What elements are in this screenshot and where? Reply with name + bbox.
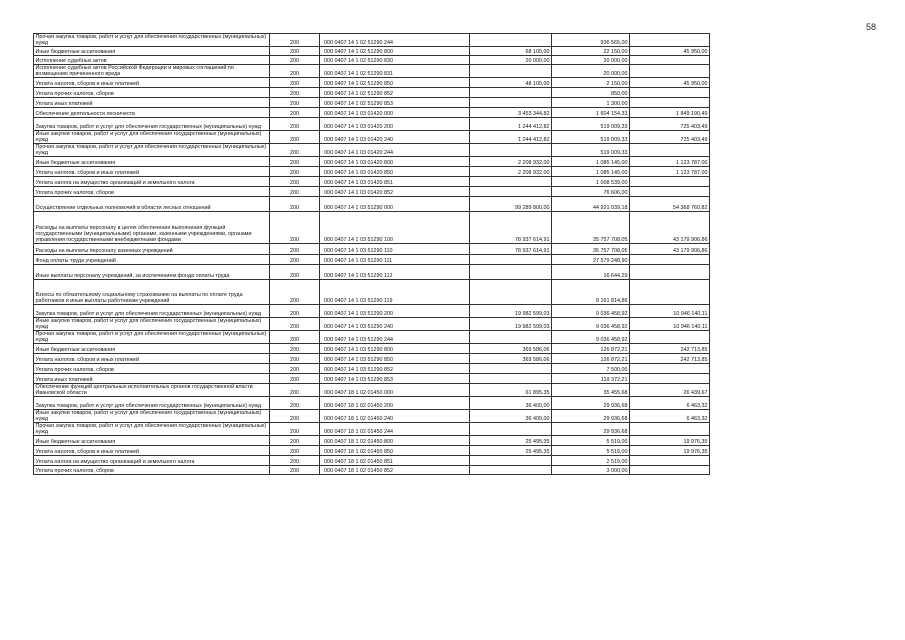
table-row	[34, 197, 710, 212]
row-unexecuted-cell: 6 463,32	[630, 410, 710, 423]
row-code-cell: 200	[270, 436, 320, 446]
row-approved-cell: 36 400,00	[470, 397, 552, 410]
row-name-cell: Прочая закупка товаров, работ и услуг для обеспечения государственных (муниципальных) нужд	[34, 34, 270, 47]
row-classification-code-cell: 000 0407 14 1 03 51290 000	[320, 197, 470, 212]
table-row	[34, 65, 710, 78]
row-approved-cell	[470, 374, 552, 384]
row-name-cell: Уплата налогов, сборов и иных платежей	[34, 354, 270, 364]
row-approved-cell	[470, 466, 552, 475]
row-classification-code-cell: 000 0407 18 1 02 01450 851	[320, 456, 470, 466]
row-classification-code-cell: 000 0407 14 1 02 51290 850	[320, 78, 470, 88]
row-executed-cell: 1 300,00	[552, 98, 630, 108]
row-unexecuted-cell	[630, 364, 710, 374]
row-unexecuted-cell	[630, 34, 710, 47]
row-name-cell: Иные закупки товаров, работ и услуг для обеспечения государственных (муниципальных) нужд	[34, 131, 270, 144]
row-unexecuted-cell: 45 950,00	[630, 47, 710, 56]
row-unexecuted-cell: 43 179 906,86	[630, 212, 710, 244]
row-unexecuted-cell: 1 123 787,00	[630, 167, 710, 177]
table-row	[34, 344, 710, 354]
row-name-cell: Уплата налогов, сборов и иных платежей	[34, 78, 270, 88]
row-executed-cell: 1 085 145,00	[552, 157, 630, 167]
row-approved-cell	[470, 364, 552, 374]
row-name-cell: Иные закупки товаров, работ и услуг для обеспечения государственных (муниципальных) нужд	[34, 318, 270, 331]
row-unexecuted-cell	[630, 265, 710, 280]
budget-table-body	[34, 34, 710, 475]
row-approved-cell: 36 400,00	[470, 410, 552, 423]
row-name-cell: Иные бюджетные ассигнования	[34, 47, 270, 56]
row-executed-cell: 3 000,00	[552, 466, 630, 475]
row-code-cell: 200	[270, 157, 320, 167]
table-row	[34, 157, 710, 167]
row-approved-cell: 1 244 412,82	[470, 118, 552, 131]
row-code-cell: 200	[270, 305, 320, 318]
table-row	[34, 354, 710, 364]
row-approved-cell: 369 586,06	[470, 344, 552, 354]
row-name-cell: Обеспечение функций центральных исполнительных органов государственной власти Ивановской области	[34, 384, 270, 397]
row-classification-code-cell: 000 0407 14 1 03 01420 852	[320, 187, 470, 197]
row-classification-code-cell: 000 0407 14 1 03 01420 000	[320, 108, 470, 118]
row-approved-cell	[470, 331, 552, 344]
row-code-cell: 200	[270, 34, 320, 47]
row-classification-code-cell: 000 0407 14 1 03 51290 200	[320, 305, 470, 318]
row-executed-cell: 29 936,68	[552, 410, 630, 423]
row-name-cell: Прочая закупка товаров, работ и услуг для обеспечения государственных (муниципальных) нужд	[34, 423, 270, 436]
row-name-cell: Исполнение судебных актов Российской Федерации и мировых соглашений по возмещению причиненного вреда	[34, 65, 270, 78]
row-executed-cell: 519 009,33	[552, 131, 630, 144]
table-row	[34, 88, 710, 98]
row-code-cell: 200	[270, 212, 320, 244]
row-name-cell: Уплата прочих налогов, сборов	[34, 364, 270, 374]
row-unexecuted-cell: 19 976,35	[630, 436, 710, 446]
row-approved-cell: 3 453 344,82	[470, 108, 552, 118]
row-classification-code-cell: 000 0407 14 1 03 51290 850	[320, 354, 470, 364]
row-unexecuted-cell: 54 368 760,82	[630, 197, 710, 212]
row-unexecuted-cell	[630, 144, 710, 157]
row-code-cell: 200	[270, 56, 320, 65]
row-executed-cell: 20 000,00	[552, 56, 630, 65]
table-row	[34, 244, 710, 255]
row-approved-cell	[470, 144, 552, 157]
row-name-cell: Иные бюджетные ассигнования	[34, 344, 270, 354]
row-executed-cell: 8 161 814,86	[552, 280, 630, 305]
row-approved-cell: 2 208 932,00	[470, 157, 552, 167]
table-row	[34, 167, 710, 177]
row-unexecuted-cell	[630, 331, 710, 344]
row-classification-code-cell: 000 0407 18 1 02 01450 850	[320, 446, 470, 456]
row-approved-cell: 369 586,06	[470, 354, 552, 364]
row-executed-cell: 2 150,00	[552, 78, 630, 88]
row-executed-cell: 936 565,00	[552, 34, 630, 47]
row-executed-cell: 1 604 154,33	[552, 108, 630, 118]
row-code-cell: 200	[270, 446, 320, 456]
row-approved-cell	[470, 34, 552, 47]
row-unexecuted-cell: 26 439,67	[630, 384, 710, 397]
row-classification-code-cell: 000 0407 14 1 02 51290 831	[320, 65, 470, 78]
row-code-cell: 200	[270, 344, 320, 354]
table-row	[34, 364, 710, 374]
row-classification-code-cell: 000 0407 14 1 03 01420 850	[320, 167, 470, 177]
row-executed-cell: 126 872,21	[552, 344, 630, 354]
table-row	[34, 187, 710, 197]
row-unexecuted-cell	[630, 456, 710, 466]
row-unexecuted-cell: 6 463,32	[630, 397, 710, 410]
row-code-cell: 200	[270, 280, 320, 305]
row-classification-code-cell: 000 0407 14 1 03 51290 119	[320, 280, 470, 305]
row-code-cell: 200	[270, 65, 320, 78]
row-code-cell: 200	[270, 108, 320, 118]
row-executed-cell: 35 757 708,05	[552, 212, 630, 244]
row-name-cell: Уплата налога на имущество организаций и земельного налога	[34, 177, 270, 187]
row-classification-code-cell: 000 0407 14 1 02 51290 800	[320, 47, 470, 56]
row-classification-code-cell: 000 0407 14 1 03 51290 112	[320, 265, 470, 280]
row-classification-code-cell: 000 0407 18 1 02 01450 852	[320, 466, 470, 475]
row-classification-code-cell: 000 0407 14 1 03 51290 244	[320, 331, 470, 344]
row-approved-cell: 78 937 614,91	[470, 212, 552, 244]
row-unexecuted-cell: 45 950,00	[630, 78, 710, 88]
row-unexecuted-cell	[630, 423, 710, 436]
table-row	[34, 280, 710, 305]
row-code-cell: 200	[270, 397, 320, 410]
row-code-cell: 200	[270, 410, 320, 423]
table-row	[34, 255, 710, 265]
row-executed-cell: 1 008 539,00	[552, 177, 630, 187]
row-classification-code-cell: 000 0407 14 1 02 51290 853	[320, 98, 470, 108]
row-unexecuted-cell: 725 403,49	[630, 131, 710, 144]
row-executed-cell: 27 579 248,90	[552, 255, 630, 265]
row-approved-cell: 78 937 614,91	[470, 244, 552, 255]
row-name-cell: Иные закупки товаров, работ и услуг для обеспечения государственных (муниципальных) нужд	[34, 410, 270, 423]
row-code-cell: 200	[270, 318, 320, 331]
table-row	[34, 56, 710, 65]
row-classification-code-cell: 000 0407 18 1 02 01450 240	[320, 410, 470, 423]
row-unexecuted-cell	[630, 255, 710, 265]
row-unexecuted-cell	[630, 466, 710, 475]
row-unexecuted-cell: 1 849 190,49	[630, 108, 710, 118]
row-name-cell: Уплата налога на имущество организаций и земельного налога	[34, 456, 270, 466]
row-name-cell: Иные выплаты персоналу учреждений, за исключением фонда оплаты труда	[34, 265, 270, 280]
row-code-cell: 200	[270, 466, 320, 475]
table-row	[34, 108, 710, 118]
row-approved-cell: 48 100,00	[470, 78, 552, 88]
row-name-cell: Закупка товаров, работ и услуг для обеспечения государственных (муниципальных) нужд	[34, 118, 270, 131]
row-approved-cell	[470, 98, 552, 108]
row-code-cell: 200	[270, 167, 320, 177]
row-name-cell: Прочая закупка товаров, работ и услуг для обеспечения государственных (муниципальных) нужд	[34, 144, 270, 157]
table-row	[34, 318, 710, 331]
row-approved-cell: 19 982 599,03	[470, 305, 552, 318]
row-code-cell: 200	[270, 456, 320, 466]
row-unexecuted-cell	[630, 56, 710, 65]
row-unexecuted-cell: 10 946 140,11	[630, 318, 710, 331]
table-row	[34, 47, 710, 56]
row-executed-cell: 9 036 458,92	[552, 305, 630, 318]
row-name-cell: Расходы на выплаты персоналу в целях обеспечения выполнения функций государственными (муниципальными) органами, казенными учреждениями, органами управления государственными внебюджетными фондами	[34, 212, 270, 244]
row-unexecuted-cell	[630, 98, 710, 108]
row-approved-cell: 25 495,35	[470, 446, 552, 456]
row-classification-code-cell: 000 0407 14 1 03 51290 240	[320, 318, 470, 331]
row-name-cell: Расходы на выплаты персоналу казенных учреждений	[34, 244, 270, 255]
table-row	[34, 384, 710, 397]
row-name-cell: Осуществление отдельных полномочий в области лесных отношений	[34, 197, 270, 212]
row-name-cell: Закупка товаров, работ и услуг для обеспечения государственных (муниципальных) нужд	[34, 305, 270, 318]
row-approved-cell	[470, 187, 552, 197]
row-unexecuted-cell	[630, 187, 710, 197]
row-approved-cell	[470, 456, 552, 466]
row-code-cell: 200	[270, 423, 320, 436]
row-unexecuted-cell: 242 713,85	[630, 354, 710, 364]
table-row	[34, 436, 710, 446]
table-row	[34, 144, 710, 157]
row-name-cell: Прочая закупка товаров, работ и услуг для обеспечения государственных (муниципальных) нужд	[34, 331, 270, 344]
row-approved-cell	[470, 177, 552, 187]
row-executed-cell: 1 085 145,00	[552, 167, 630, 177]
row-code-cell: 200	[270, 331, 320, 344]
row-approved-cell: 61 895,35	[470, 384, 552, 397]
row-executed-cell: 126 872,21	[552, 354, 630, 364]
row-code-cell: 200	[270, 98, 320, 108]
row-code-cell: 200	[270, 197, 320, 212]
row-executed-cell: 2 519,00	[552, 456, 630, 466]
row-executed-cell: 9 036 458,92	[552, 318, 630, 331]
page-number: 58	[866, 22, 877, 32]
row-code-cell: 200	[270, 144, 320, 157]
table-row	[34, 305, 710, 318]
row-classification-code-cell: 000 0407 18 1 02 01450 800	[320, 436, 470, 446]
row-executed-cell: 850,00	[552, 88, 630, 98]
row-approved-cell: 19 982 599,03	[470, 318, 552, 331]
row-classification-code-cell: 000 0407 18 1 02 01450 200	[320, 397, 470, 410]
row-executed-cell: 119 372,21	[552, 374, 630, 384]
row-name-cell: Взносы по обязательному социальному страхованию на выплаты по оплате труда работников и иные выплаты работникам учреждений	[34, 280, 270, 305]
row-approved-cell: 20 000,00	[470, 56, 552, 65]
row-classification-code-cell: 000 0407 14 1 03 01420 244	[320, 144, 470, 157]
row-code-cell: 200	[270, 177, 320, 187]
row-code-cell: 200	[270, 187, 320, 197]
row-approved-cell	[470, 65, 552, 78]
row-unexecuted-cell: 242 713,85	[630, 344, 710, 354]
table-row	[34, 397, 710, 410]
row-executed-cell: 20 000,00	[552, 65, 630, 78]
row-name-cell: Закупка товаров, работ и услуг для обеспечения государственных (муниципальных) нужд	[34, 397, 270, 410]
row-approved-cell	[470, 265, 552, 280]
row-approved-cell: 99 289 800,00	[470, 197, 552, 212]
row-name-cell: Уплата прочих налогов, сборов	[34, 187, 270, 197]
row-classification-code-cell: 000 0407 14 1 03 51290 111	[320, 255, 470, 265]
table-row	[34, 78, 710, 88]
row-name-cell: Уплата иных платежей	[34, 374, 270, 384]
row-classification-code-cell: 000 0407 14 1 03 51290 853	[320, 374, 470, 384]
row-unexecuted-cell	[630, 65, 710, 78]
row-approved-cell: 1 244 412,82	[470, 131, 552, 144]
row-code-cell: 200	[270, 374, 320, 384]
row-classification-code-cell: 000 0407 14 1 03 51290 100	[320, 212, 470, 244]
row-unexecuted-cell	[630, 374, 710, 384]
row-classification-code-cell: 000 0407 14 1 02 51290 852	[320, 88, 470, 98]
row-classification-code-cell: 000 0407 14 1 03 01420 240	[320, 131, 470, 144]
table-row	[34, 374, 710, 384]
row-unexecuted-cell: 43 179 906,86	[630, 244, 710, 255]
table-row	[34, 118, 710, 131]
row-name-cell: Исполнение судебных актов	[34, 56, 270, 65]
row-name-cell: Иные бюджетные ассигнования	[34, 157, 270, 167]
row-executed-cell: 44 921 039,18	[552, 197, 630, 212]
row-executed-cell: 35 757 708,05	[552, 244, 630, 255]
table-row	[34, 265, 710, 280]
table-row	[34, 212, 710, 244]
table-row	[34, 423, 710, 436]
row-code-cell: 200	[270, 364, 320, 374]
row-approved-cell: 68 100,00	[470, 47, 552, 56]
row-unexecuted-cell: 725 403,49	[630, 118, 710, 131]
row-unexecuted-cell	[630, 177, 710, 187]
budget-table	[33, 33, 710, 475]
row-unexecuted-cell: 1 123 787,00	[630, 157, 710, 167]
row-name-cell: Уплата прочих налогов, сборов	[34, 466, 270, 475]
row-unexecuted-cell: 10 946 140,11	[630, 305, 710, 318]
row-name-cell: Уплата налогов, сборов и иных платежей	[34, 446, 270, 456]
row-executed-cell: 35 455,68	[552, 384, 630, 397]
row-classification-code-cell: 000 0407 14 1 03 51290 852	[320, 364, 470, 374]
row-unexecuted-cell: 19 976,35	[630, 446, 710, 456]
row-name-cell: Обеспечение деятельности лесничеств	[34, 108, 270, 118]
row-code-cell: 200	[270, 244, 320, 255]
row-executed-cell: 22 150,00	[552, 47, 630, 56]
row-approved-cell	[470, 255, 552, 265]
row-executed-cell: 76 606,00	[552, 187, 630, 197]
table-row	[34, 331, 710, 344]
row-name-cell: Фонд оплаты труда учреждений	[34, 255, 270, 265]
row-classification-code-cell: 000 0407 14 1 03 01420 851	[320, 177, 470, 187]
row-code-cell: 200	[270, 354, 320, 364]
row-approved-cell: 25 495,35	[470, 436, 552, 446]
row-name-cell: Уплата прочих налогов, сборов	[34, 88, 270, 98]
row-code-cell: 200	[270, 47, 320, 56]
row-code-cell: 200	[270, 118, 320, 131]
table-row	[34, 446, 710, 456]
row-name-cell: Иные бюджетные ассигнования	[34, 436, 270, 446]
row-classification-code-cell: 000 0407 14 1 03 51290 800	[320, 344, 470, 354]
row-approved-cell: 2 208 932,00	[470, 167, 552, 177]
row-code-cell: 200	[270, 255, 320, 265]
row-executed-cell: 5 519,00	[552, 446, 630, 456]
row-classification-code-cell: 000 0407 14 1 02 51290 830	[320, 56, 470, 65]
row-code-cell: 200	[270, 265, 320, 280]
row-code-cell: 200	[270, 131, 320, 144]
table-row	[34, 98, 710, 108]
table-row	[34, 466, 710, 475]
row-executed-cell: 9 036 458,92	[552, 331, 630, 344]
row-executed-cell: 16 644,29	[552, 265, 630, 280]
row-classification-code-cell: 000 0407 14 1 03 01420 800	[320, 157, 470, 167]
table-row	[34, 177, 710, 187]
row-classification-code-cell: 000 0407 18 1 02 01450 244	[320, 423, 470, 436]
row-approved-cell	[470, 423, 552, 436]
table-row	[34, 410, 710, 423]
row-executed-cell: 29 936,68	[552, 423, 630, 436]
table-row	[34, 34, 710, 47]
row-executed-cell: 519 009,33	[552, 144, 630, 157]
table-row	[34, 456, 710, 466]
row-unexecuted-cell	[630, 88, 710, 98]
row-code-cell: 200	[270, 384, 320, 397]
row-classification-code-cell: 000 0407 14 1 02 51290 244	[320, 34, 470, 47]
row-unexecuted-cell	[630, 280, 710, 305]
row-code-cell: 200	[270, 88, 320, 98]
row-approved-cell	[470, 88, 552, 98]
row-code-cell: 200	[270, 78, 320, 88]
row-classification-code-cell: 000 0407 14 1 03 51290 110	[320, 244, 470, 255]
row-approved-cell	[470, 280, 552, 305]
row-name-cell: Уплата иных платежей	[34, 98, 270, 108]
table-row	[34, 131, 710, 144]
row-classification-code-cell: 000 0407 18 1 02 01450 000	[320, 384, 470, 397]
row-executed-cell: 29 936,68	[552, 397, 630, 410]
row-executed-cell: 5 519,00	[552, 436, 630, 446]
row-classification-code-cell: 000 0407 14 1 03 01420 200	[320, 118, 470, 131]
row-name-cell: Уплата налогов, сборов и иных платежей	[34, 167, 270, 177]
row-executed-cell: 7 500,00	[552, 364, 630, 374]
row-executed-cell: 519 009,33	[552, 118, 630, 131]
